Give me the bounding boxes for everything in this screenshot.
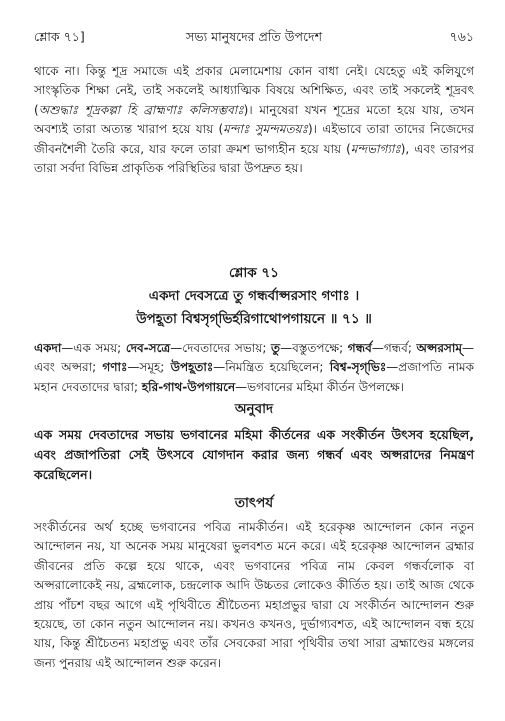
- synonym-word: তু: [271, 341, 281, 355]
- purport-heading: তাৎপর্য: [234, 495, 274, 511]
- intro-text-2: )। মানুষেরা যখন শূদ্রের মতো হয়ে যায়, তখন অবশ্যই তারা অত্যন্ত খারাপ হয়ে যায় (: [34, 102, 474, 137]
- verse-line: উপহূতা বিশ্বসৃগ্‌ভির্হরিগাথোপগায়নে ॥ ৭১ ॥: [136, 311, 372, 327]
- synonym-word: উপহূতাঃ: [170, 360, 214, 375]
- book-page: [34, 0, 474, 721]
- synonym-meaning: গন্ধর্ব;: [383, 341, 417, 355]
- sanskrit-quote: মন্দাঃ সুমন্দমতয়ঃ: [223, 122, 308, 137]
- synonym-meaning: প্রজাপতি নামক মহান দেবতাদের দ্বারা;: [34, 360, 474, 394]
- synonym-meaning: ভগবানের মহিমা কীর্তন উপলক্ষে।: [247, 379, 404, 394]
- synonym-meaning: এক সময়;: [73, 341, 126, 355]
- translation-text: এক সময় দেবতাদের সভায় ভগবানের মহিমা কীর্তনের এক সংকীর্তন উৎসব হয়েছিল, এবং প্রজাপতিরা সেই উৎসবে যোগদান করার জন্য গন্ধর্ব এবং অপ্সরাদের নিমন্ত্রণ করেছিলেন।: [34, 427, 474, 482]
- sanskrit-quote: অশুদ্ধাঃ শূদ্রকল্পা হি ব্রাহ্মণাঃ কলিসম্ভবাঃ: [38, 102, 244, 117]
- chapter-verse-ref: শ্লোক ৭১]: [34, 29, 85, 44]
- sanskrit-verse: [34, 285, 474, 331]
- synonym-word: একদা: [34, 341, 62, 355]
- synonym-meaning: সমূহ;: [139, 360, 171, 375]
- synonym-word: গণাঃ: [102, 360, 128, 375]
- synonym-word: দেব-সত্রে: [125, 341, 171, 355]
- verse-line: একদা দেবসত্রে তু গন্ধর্বাপ্সরসাং গণাঃ ।: [148, 288, 360, 304]
- intro-text-1: থাকে না। কিন্তু শূদ্র সমাজে এই প্রকার মেলামেশায় কোন বাধা নেই। যেহেতু এই কলিযুগে সাংস্কৃতিক শিক্ষা নেই, তাই সকলেই আধ্যাত্মিক বিষয়ে অশিক্ষিত, এবং তাই সকলেই শূদ্রবৎ (: [34, 64, 474, 117]
- page-header: [34, 28, 474, 46]
- sanskrit-quote: মন্দভাগ্যাঃ: [350, 141, 401, 156]
- synonym-meaning: এবং অপ্সরা;: [34, 360, 103, 375]
- page-number: ৭৬১: [449, 29, 474, 44]
- intro-paragraph: [34, 62, 474, 178]
- intro-text-4: ), এবং তারপর তারা সর্বদা বিভিন্ন প্রাকৃতিক পরিস্থিতির দ্বারা উপদ্রুত হয়।: [34, 141, 474, 176]
- synonym-word: গন্ধর্ব: [347, 341, 372, 355]
- synonym-word: হরি-গাথ-উপগায়নে: [141, 379, 236, 394]
- intro-text-3: )। এইভাবে তারা তাদের নিজেদের জীবনশৈলী তৈরি করে, যার ফলে তারা ক্রমশ ভাগ্যহীন হয়ে যায় (: [34, 122, 474, 156]
- synonym-word: অপ্সরসাম্: [416, 341, 463, 355]
- word-synonyms: একদা—এক সময়; দেব-সত্রে—দেবতাদের সভায়; তু—বস্তুতপক্ষে; গন্ধর্ব—গন্ধর্ব; অপ্সরসাম্—এবং অপ্সরা; গণাঃ—সমূহ; উপহূতাঃ—নিমন্ত্রিত হয়েছিলেন; বিশ্ব-সৃগ্‌ভিঃ—প্রজাপতি নামক মহান দেবতাদের দ্বারা; হরি-গাথ-উপগায়নে—ভগবানের মহিমা কীর্তন উপলক্ষে।: [34, 341, 475, 394]
- synonym-meaning: বস্তুতপক্ষে;: [292, 341, 348, 355]
- running-title: সভ্য মানুষদের প্রতি উপদেশ: [186, 29, 322, 44]
- purport-text: সংকীর্তনের অর্থ হচ্ছে ভগবানের পবিত্র নামকীর্তন। এই হরেকৃষ্ণ আন্দোলন কোন নতুন আন্দোলন নয়, যা অনেক সময় মানুষেরা ভুলবশত মনে করে। এই হরেকৃষ্ণ আন্দোলন ব্রহ্মার জীবনের প্রতি কল্পে হয়ে থাকে, এবং ভগবানের পবিত্র নাম কেবল গন্ধর্বলোক বা অপ্সরালোকেই নয়, ব্রহ্মলোক, চন্দ্রলোক আদি উচ্চতর লোকেও কীর্তিত হয়। তাই আজ থেকে প্রায় পাঁচশ বছর আগে এই পৃথিবীতে শ্রীচৈতন্য মহাপ্রভুর দ্বারা যে সংকীর্তন আন্দোলন শুরু হয়েছে, তা কোন নতুন আন্দোলন নয়। কখনও কখনও, দুর্ভাগ্যবশত, এই আন্দোলন বন্ধ হয়ে যায়, কিন্তু শ্রীচৈতন্য মহাপ্রভু এবং তাঁর সেবকেরা সারা পৃথিবীর তথা সারা ব্রহ্মাণ্ডের মঙ্গলের জন্য পুনরায় এই আন্দোলন শুরু করেন।: [34, 520, 474, 670]
- synonym-word: বিশ্ব-সৃগ্‌ভিঃ: [329, 360, 387, 375]
- synonym-meaning: দেবতাদের সভায়;: [182, 341, 272, 355]
- synonym-meaning: নিমন্ত্রিত হয়েছিলেন;: [225, 360, 330, 375]
- translation-heading: অনুবাদ: [234, 401, 274, 417]
- verse-number: শ্লোক ৭১: [229, 265, 279, 281]
